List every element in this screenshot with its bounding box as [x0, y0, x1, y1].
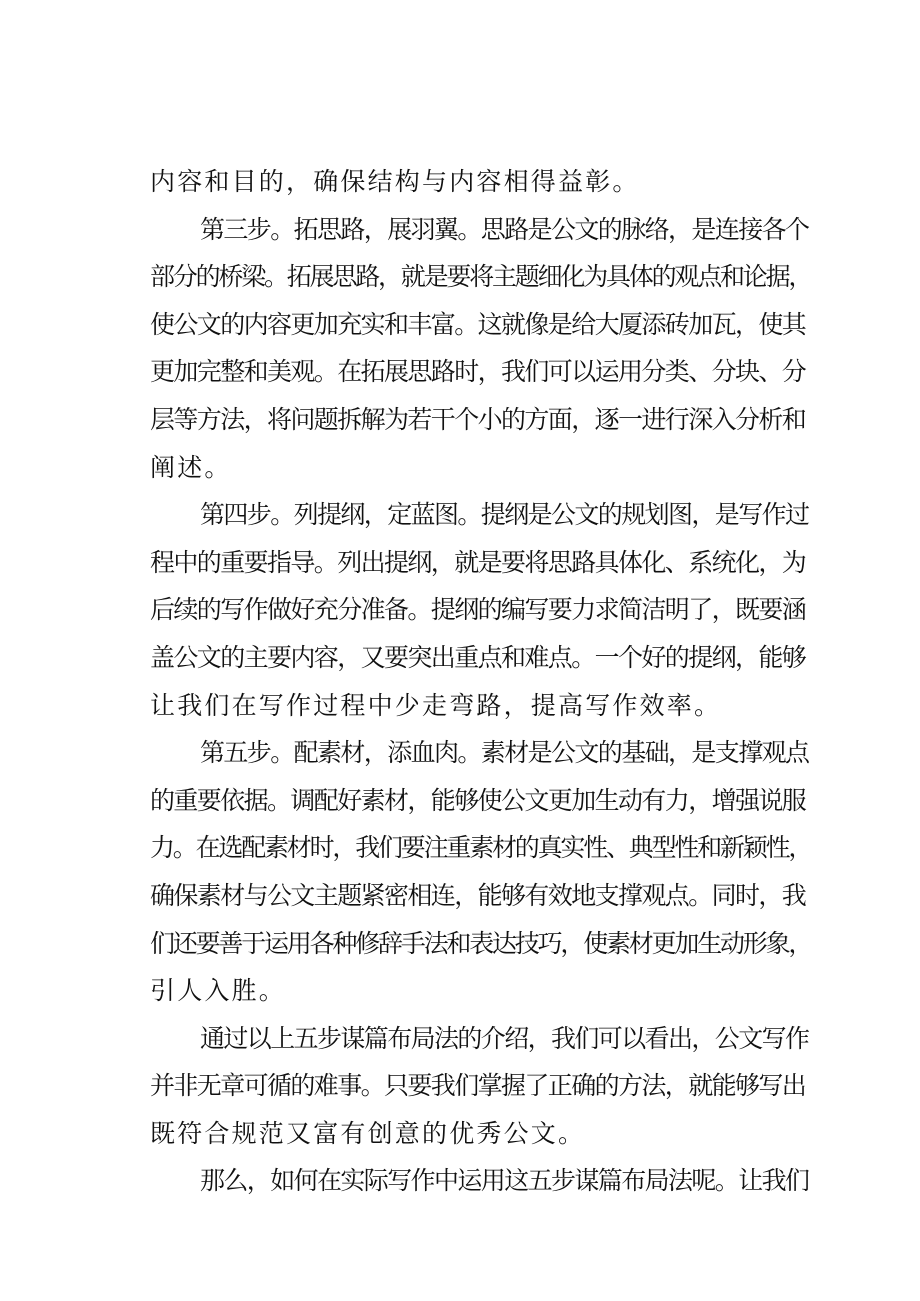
text-line: 并非无章可循的难事。只要我们掌握了正确的方法，就能够写出 — [150, 1071, 806, 1101]
paragraph-step-three-line: 第三步。拓思路，展羽翼。思路是公文的脉络，是连接各个 — [200, 214, 809, 244]
text-line: 盖公文的主要内容，又要突出重点和难点。一个好的提纲，能够 — [150, 642, 806, 672]
text-line: 使公文的内容更加充实和丰富。这就像是给大厦添砖加瓦，使其 — [150, 309, 806, 339]
paragraph-step-four-line: 第四步。列提纲，定蓝图。提纲是公文的规划图，是写作过 — [200, 500, 809, 530]
text-line: 引人入胜。 — [150, 976, 287, 1006]
text-line: 的重要依据。调配好素材，能够使公文更加生动有力，增强说服 — [150, 785, 806, 815]
text-line: 程中的重要指导。列出提纲，就是要将思路具体化、系统化，为 — [150, 547, 806, 577]
text-line: 既符合规范又富有创意的优秀公文。 — [150, 1118, 586, 1148]
document-body — [150, 158, 810, 1205]
text-line: 阐述。 — [150, 452, 232, 482]
text-line: 内容和目的，确保结构与内容相得益彰。 — [150, 167, 640, 196]
paragraph-step-five-line: 第五步。配素材，添血肉。素材是公文的基础，是支撑观点 — [200, 738, 809, 768]
paragraph-summary-line: 通过以上五步谋篇布局法的介绍，我们可以看出，公文写作 — [200, 1023, 809, 1053]
text-line: 们还要善于运用各种修辞手法和表达技巧，使素材更加生动形象， — [150, 928, 812, 958]
text-line: 后续的写作做好充分准备。提纲的编写要力求简洁明了，既要涵 — [150, 595, 806, 625]
text-line: 更加完整和美观。在拓展思路时，我们可以运用分类、分块、分 — [150, 357, 806, 387]
text-line: 部分的桥梁。拓展思路，就是要将主题细化为具体的观点和论据， — [150, 262, 812, 292]
text-line: 确保素材与公文主题紧密相连，能够有效地支撑观点。同时，我 — [150, 880, 806, 910]
paragraph-question-line: 那么，如何在实际写作中运用这五步谋篇布局法呢。让我们 — [200, 1166, 809, 1196]
text-line: 让我们在写作过程中少走弯路，提高写作效率。 — [150, 690, 722, 720]
text-line: 层等方法，将问题拆解为若干个小的方面，逐一进行深入分析和 — [150, 404, 806, 434]
text-line: 力。在选配素材时，我们要注重素材的真实性、典型性和新颖性， — [150, 833, 812, 863]
